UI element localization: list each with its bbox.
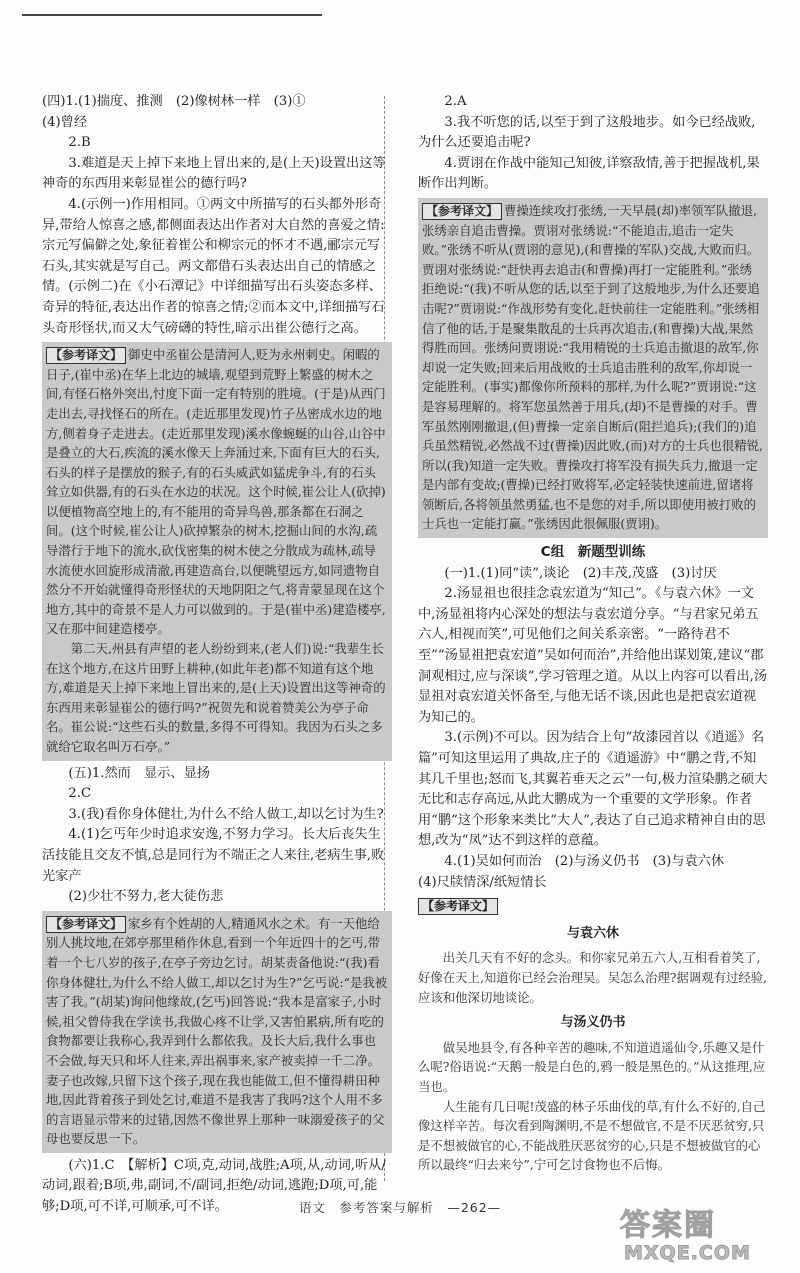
reference-tag: 【参考译文】 [46, 916, 126, 933]
page-footer: 语文 参考答案与解析 —262— [298, 1200, 502, 1215]
translation-paragraph: 御史中丞崔公是清河人,贬为永州刺史。闲暇的日子,(崔中丞)在华上北边的城墙,观望到荒野上繁盛的树木之间,有怪石格外突出,忖度下面一定有特别的胜境。(于是)从西门走出去,寻找怪石的所在。(走近那里发现)竹子丛密成水边的地方,侧着身子走进去。(走近那里发现)溪水像蜿蜒的山谷,山谷中是叠立的大石,疾流的溪水像天上奔涌过来,下面有巨大的石头,石头的样子是摆放的猴子,有的石头威武如猛虎争斗,有的石头耸立如供器,有的石头在水边的状况。这个时候,崔公让人(砍掉)以便植物高空地上的,有不能用的奇异鸟兽,那条都在石洞之间。(这个时候,崔公让人)砍掉繁杂的树木,挖掘山间的水沟,疏导潜行于地下的流水,砍伐密集的树木使之分散成为疏林,疏导水流使水回旋形成清澈,再建造高台,以便眺望远方,如同遗物自然分不开始就懂得奇形怪状的天地阴阳之气,将青蒙显现在这个地方,其中的奇景不是人力可以做到的。于是(崔中丞)建造楼亭,又在那中间建造楼亭。 [46, 347, 386, 637]
answer-c-1: (一)1.(1)同“读”,谈论 (2)丰茂,茂盛 (3)讨厌 [444, 565, 717, 581]
answer-5-2: 2.C [68, 786, 92, 802]
passage-body: 人生能有几日呢!茂盛的林子乐曲伐的草,有什么不好的,自己像这样辛苦。每次看到陶渊明,不是不想做官,不是不厌恶贫穷,只是不想被做官的心,不能战胜厌恶贫穷的心,只是不想被做官的心所以最终“归去来兮”,宁可乞讨食物也不后悔。 [418, 1098, 766, 1173]
answer-5-4-cont: (2)少壮不努力,老大徒伤悲 [68, 889, 224, 905]
reference-translation-3 [418, 198, 768, 538]
answer-c-4-cont: (4)尺牍情深/纸短情长 [418, 874, 547, 890]
answer-5-4: 4.(1)乞丐年少时追求安逸,不努力学习。长大后丧失生活技能且交友不慎,总是同行为不端正之人来往,老病生事,败光家产 [42, 827, 385, 884]
passage-title: 与袁六休 [566, 925, 619, 941]
watermark-text: 答案圈 [620, 1208, 716, 1243]
answer-4-4: 4.(示例一)作用相同。①两文中所描写的石头都外形奇异,带给人惊喜之感,都侧面表达出作者对大自然的喜爱之情:宗元写偏僻之处,象征着崔公和柳宗元的怀才不遇,郦宗元写石头,其实就是写自己。两文都借石头表达出自己的情感之情。(示例二)在《小石潭记》中详细描写出石头姿态多样、奇异的特征,表达出作者的惊喜之情;②而本文中,详细描写石头奇形怪状,而又大气磅礴的特性,暗示出崔公德行之高。 [42, 196, 385, 336]
watermark-url: MXQE.COM [624, 1242, 751, 1264]
reference-translation-4 [418, 897, 768, 918]
answer-5-3: 3.(我)看你身体健壮,为什么不给人做工,却以乞讨为生? [68, 806, 384, 822]
top-rule [22, 14, 322, 16]
passage-body: 出关几天有不好的念头。和你家兄弟五六人,互相看着笑了,好像在天上,知道你已经会治理吴。吴怎么治理?据调观有过经验,应该和他深切地谈论。 [418, 950, 768, 1005]
translation-paragraph: 曹操连续攻打张绣,一天早晨(却)率领军队撤退,张绣亲自追击曹操。贾诩对张绣说:“不能追击,追击一定失败。”张绣不听从(贾诩的意见),(和曹操的军队)交战,大败而归。贾诩对张绣说:“赶快再去追击(和曹操)再打一定能胜利。”张绣拒绝说:“(我)不听从您的话,以至于到了这般地步,为什么还要追击呢?”贾诩说:“作战形势有变化,赶快前往一定能胜利。”张绣相信了他的话,于是聚集散乱的士兵再次追击,(和曹操)大战,果然得胜而回。张绣问贾诩说:“我用精锐的士兵追击撤退的敌军,你却说一定失败;回来后用战败的士兵追击胜利的敌军,你却说一定能胜利。(事实)都像你所预料的那样,为什么呢?”贾诩说:“这是容易理解的。将军您虽然善于用兵,(却)不是曹操的对手。曹军虽然刚刚撤退,(但)曹操一定亲自断后(阻拦追兵);(我们的)追兵虽然精锐,必然战不过(曹操)因此败,(而)对方的士兵也很精锐,所以(我)知道一定失败。曹操攻打将军没有损失兵力,撤退一定是内部有变故;(曹操)已经打败将军,必定轻装快速前进,留诸将领断后,各将领虽然勇猛,也不是您的对手,所以即使用被打败的士兵也一定能打赢。”张绣因此很佩服(贾诩)。 [422, 202, 763, 532]
answer-c-4: 4.(1)吴如何而治 (2)与汤义仍书 (3)与袁六休 [444, 853, 725, 869]
reference-tag: 【参考译文】 [418, 898, 498, 915]
translation-paragraph: 第二天,州县有声望的老人纷纷到来,(老人们)说:“我辈生长在这个地方,在这片田野上耕种,(如此年老)都不知道有这个地方,难道是天上掉下来地上冒出来的,是(上天)设置出这等神奇的东西用来彰显崔公的德行吗?”祝贺先和说着赞美公为亭子命名。崔公说:“这些石头的数量,多得不可得知。我因为石头之多就给它取名叫万石亭。” [46, 641, 386, 754]
answer-4-3: 3.难道是天上掉下来地上冒出来的,是(上天)设置出这等神奇的东西用来彰显崔公的德行吗? [42, 155, 386, 192]
answer-4-1-cont: (4)曾经 [42, 114, 88, 130]
reference-translation-2 [42, 911, 392, 1153]
answer-4-2: 2.B [68, 135, 91, 151]
answer-r-3: 3.我不听您的话,以至于到了这般地步。如今已经战败,为什么还要追击呢? [418, 114, 756, 151]
section-heading: C组 新题型训练 [540, 544, 646, 561]
passage-title: 与汤义仍书 [560, 1015, 626, 1031]
answer-c-3: 3.(示例)不可以。因为结合上句“故漆园首以《逍遥》名篇”可知这里运用了典故,庄子的《逍遥游》中“鹏之背,不知其几千里也;怒而飞,其翼若垂天之云”一句,极力渲染鹏之硕大无比和志存高远,从此大鹏成为一个重要的文学形象。作者用“鹏”这个形象来类比“大人”,表达了自己追求精神自由的思想,改为“凤”达不到这样的意蕴。 [418, 730, 768, 849]
passage-body: 做吴地县令,有各种辛苦的趣味,不知道逍遥仙令,乐趣又是什么呢?俗语说:“天鹅一般是白色的,鸦一般是黑色的。”从这推理,应当也。 [418, 1039, 766, 1094]
answer-5-1: (五)1.然而 显示、显扬 [68, 765, 210, 781]
reference-translation-1 [42, 342, 392, 760]
answer-r-2: 2.A [444, 94, 467, 109]
right-column [418, 92, 768, 1175]
translation-paragraph: 家乡有个姓胡的人,精通风水之术。有一天他给别人挑坟地,在郊亭那里稍作休息,看到一个年近四十的乞丐,带着一个七八岁的孩子,在亭子旁边乞讨。胡某责备他说:“(我)看你身体健壮,为什么不给人做工,却以乞讨为生?”乞丐说:“是我被害了我。”(胡某)询问他缘故,(乞丐)回答说:“我本是富家子,小时候,祖父曾侍我在学读书,我做心疼不让学,又害怕累病,所有吃的食物都要让我称心,我弄到什么都依我。及长大后,我什么事也不会做,每天只和坏人往来,弄出祸事来,家产被卖掉一千二净。妻子也改嫁,只留下这个孩子,现在我也能做工,但不懂得耕田种地,因此背着孩子到处乞讨,难道不是我害了我吗?这个人用不多的言语显示带来的过错,因然不像世界上那种一味溺爱孩子的父母也要反思一下。 [46, 915, 388, 1147]
watermark-logo [602, 1200, 792, 1268]
reference-tag: 【参考译文】 [422, 203, 502, 220]
left-column [42, 92, 392, 1218]
answer-4-1: (四)1.(1)揣度、推测 (2)像树林一样 (3)① [42, 94, 306, 109]
reference-tag: 【参考译文】 [46, 347, 126, 364]
answer-6-1: (六)1.C 【解析】C项,克,动词,战胜;A项,从,动词,听从/动词,跟着;B项,弗,副词,不/副词,拒绝/动词,逃跑;D项,可,能够;D项,可不详,可顺承,可不详。 [42, 1157, 386, 1215]
answer-r-4: 4.贾诩在作战中能知己知彼,详察敌情,善于把握战机,果断作出判断。 [418, 155, 760, 192]
answer-c-2: 2.汤显祖也很挂念袁宏道为“知己”。《与袁六休》一文中,汤显祖将内心深处的想法与袁宏道分享。“与君家兄弟五六人,相视而笑”,可见他们之间关系亲密。“一路待君不至”“汤显祖把袁宏道”吴如何而治”,并给他出谋划策,建议“郡洞观相过,应与深谈”,学习管理之道。从以上内容可以看出,汤显祖对袁宏道关怀备至,与他无话不谈,因此也是把袁宏道视为知己的。 [418, 586, 768, 725]
